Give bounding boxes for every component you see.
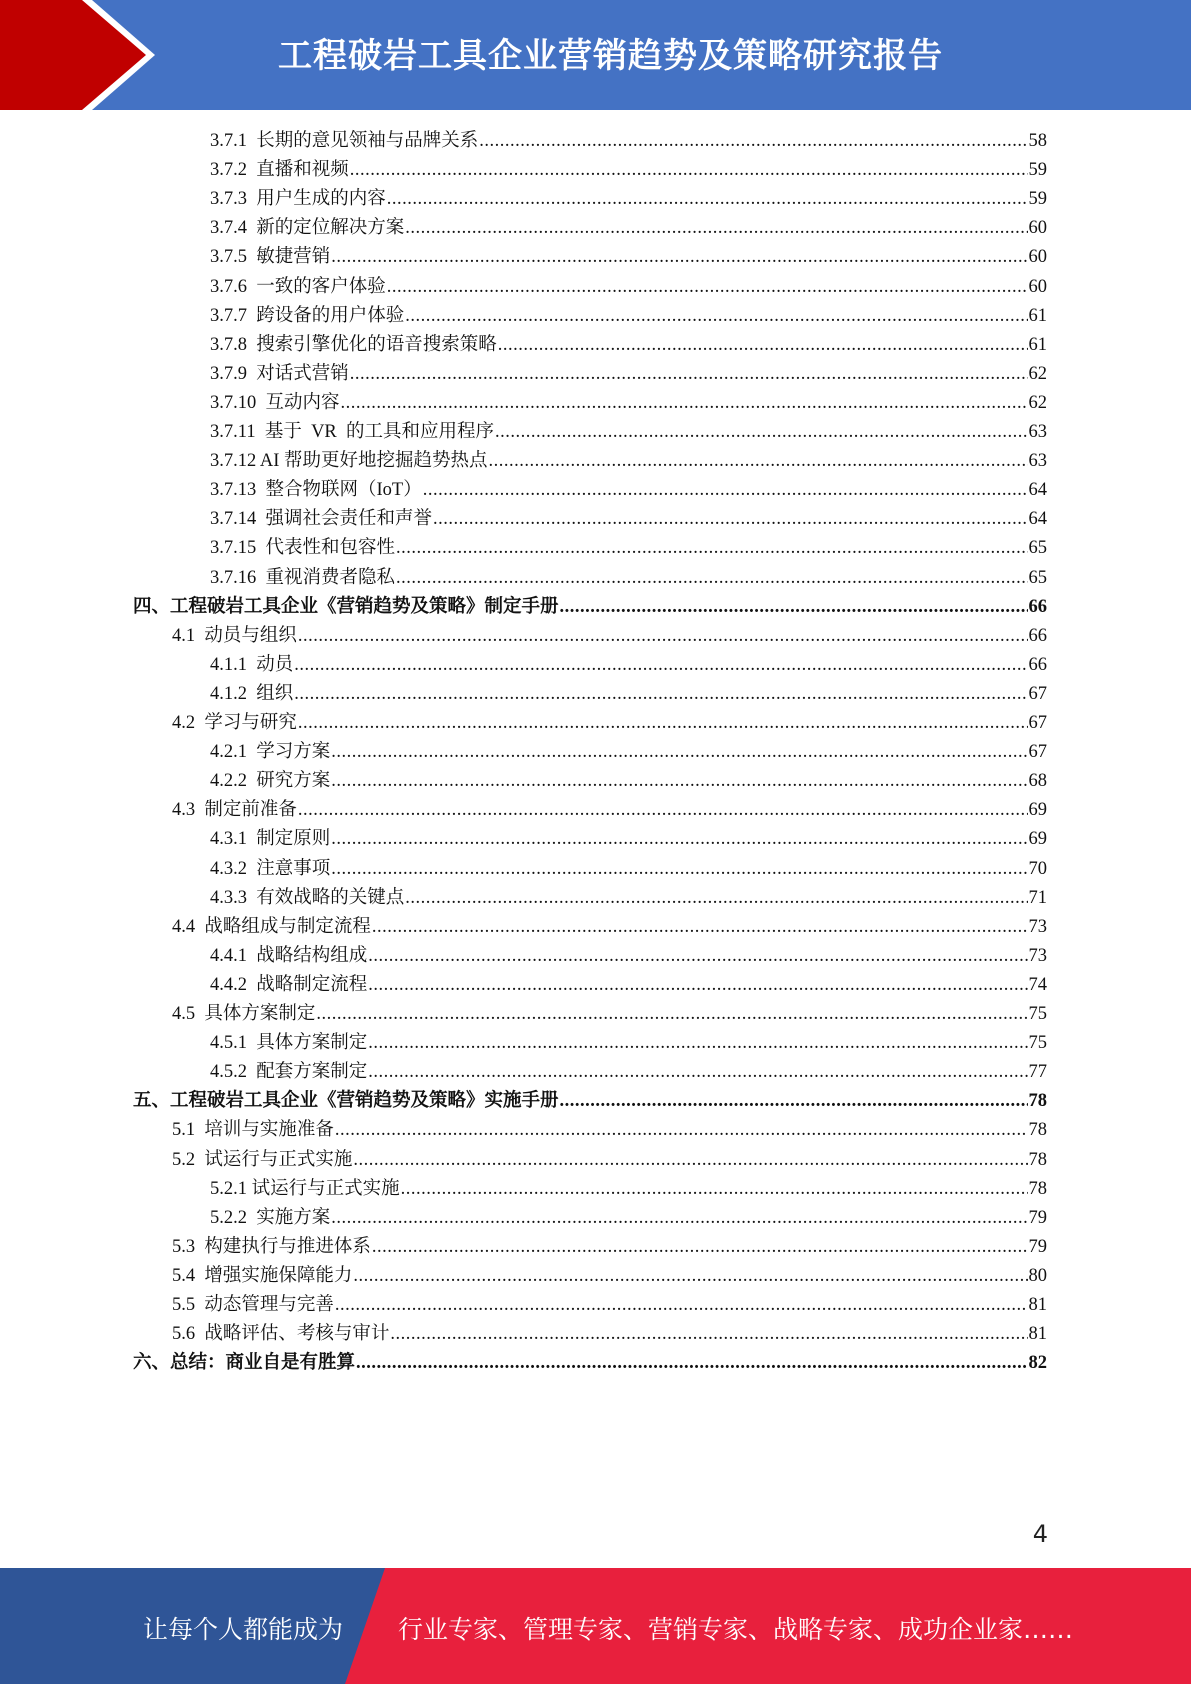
toc-entry-page: 66 <box>1028 625 1047 646</box>
toc-entry[interactable] <box>210 446 1047 477</box>
toc-entry[interactable] <box>172 1261 1047 1292</box>
toc-entry-page: 61 <box>1028 305 1047 326</box>
toc-entry-label: 4.2.1 学习方案 <box>210 742 331 763</box>
footer-banner <box>0 1568 1191 1684</box>
toc-entry[interactable] <box>210 1203 1047 1234</box>
toc-entry-label: 4.3 制定前准备 <box>172 800 297 821</box>
toc-entry-page: 62 <box>1028 392 1047 413</box>
toc-entry[interactable] <box>172 621 1047 652</box>
toc-entry[interactable] <box>210 1057 1047 1088</box>
toc-entry-label: 六、总结：商业自是有胜算 <box>133 1353 356 1374</box>
toc-leader-dots <box>489 446 1028 477</box>
toc-entry[interactable] <box>210 1028 1047 1059</box>
toc-entry[interactable] <box>210 504 1047 535</box>
toc-entry-page: 61 <box>1028 334 1047 355</box>
toc-leader-dots <box>495 417 1027 448</box>
toc-entry[interactable] <box>172 999 1047 1030</box>
toc-entry-page: 75 <box>1028 1004 1047 1024</box>
toc-entry-page: 71 <box>1028 887 1047 908</box>
toc-entry-label: 4.1.1 动员 <box>210 654 294 675</box>
toc-entry-label: 4.3.2 注意事项 <box>210 858 331 879</box>
toc-entry-page: 65 <box>1028 567 1047 588</box>
toc-entry-page: 79 <box>1028 1236 1047 1257</box>
toc-entry-page: 78 <box>1028 1149 1047 1170</box>
toc-entry[interactable] <box>210 388 1047 419</box>
toc-entry[interactable] <box>210 417 1047 448</box>
toc-leader-dots <box>298 708 1028 739</box>
toc-entry[interactable] <box>172 1319 1047 1350</box>
toc-entry-label: 3.7.16 重视消费者隐私 <box>210 567 396 588</box>
toc-leader-dots <box>372 912 1028 943</box>
toc-leader-dots <box>372 1232 1028 1263</box>
toc-entry[interactable] <box>210 737 1047 768</box>
toc-entry-label: 3.7.15 代表性和包容性 <box>210 538 396 559</box>
toc-entry-label: 4.5.1 具体方案制定 <box>210 1033 368 1054</box>
toc-entry[interactable] <box>210 1174 1047 1205</box>
toc-entry-page: 60 <box>1028 247 1047 268</box>
toc-leader-dots <box>405 883 1027 914</box>
toc-leader-dots <box>368 1057 1027 1088</box>
toc-entry-label: 4.2 学习与研究 <box>172 713 297 733</box>
toc-leader-dots <box>387 184 1028 215</box>
toc-leader-dots <box>396 533 1027 564</box>
toc-entry[interactable] <box>210 679 1047 710</box>
toc-entry-page: 69 <box>1028 829 1047 850</box>
toc-entry-label: 4.5 具体方案制定 <box>172 1004 316 1024</box>
toc-entry-label: 3.7.12 AI 帮助更好地挖掘趋势热点 <box>210 451 488 472</box>
toc-entry-label: 3.7.11 基于 VR 的工具和应用程序 <box>210 422 495 442</box>
toc-entry-page: 82 <box>1028 1353 1047 1374</box>
toc-entry-page: 68 <box>1028 771 1047 792</box>
toc-leader-dots <box>353 1261 1027 1292</box>
toc-entry-label: 5.2 试运行与正式实施 <box>172 1149 353 1170</box>
page-number: 4 <box>1032 1520 1048 1548</box>
toc-leader-dots <box>387 272 1028 303</box>
toc-entry-page: 78 <box>1028 1120 1047 1141</box>
toc-entry-page: 64 <box>1028 480 1047 501</box>
toc-leader-dots <box>498 330 1028 361</box>
toc-entry-label: 4.4.1 战略结构组成 <box>210 945 368 966</box>
footer-slogan-right: 行业专家、管理专家、营销专家、战略专家、成功企业家…… <box>398 1615 1074 1644</box>
toc-entry-page: 64 <box>1028 509 1047 530</box>
toc-leader-dots <box>331 737 1027 768</box>
toc-entry-label: 5.1 培训与实施准备 <box>172 1120 334 1141</box>
toc-leader-dots <box>560 592 1028 623</box>
toc-leader-dots <box>331 824 1027 855</box>
toc-entry-page: 77 <box>1028 1062 1047 1083</box>
toc-leader-dots <box>368 1028 1027 1059</box>
toc-leader-dots <box>350 359 1028 390</box>
toc-entry[interactable] <box>210 883 1047 914</box>
toc-leader-dots <box>331 854 1027 885</box>
toc-entry-page: 59 <box>1028 189 1047 210</box>
toc-entry[interactable] <box>210 126 1047 157</box>
toc-entry-label: 5.3 构建执行与推进体系 <box>172 1236 371 1257</box>
toc-leader-dots <box>356 1348 1027 1379</box>
toc-entry-page: 63 <box>1028 422 1047 442</box>
toc-leader-dots <box>405 213 1027 244</box>
toc-entry-label: 5.2.1 试运行与正式实施 <box>210 1178 400 1199</box>
toc-leader-dots <box>479 126 1027 157</box>
toc-entry-label: 4.4.2 战略制定流程 <box>210 974 368 995</box>
toc-entry-page: 60 <box>1028 218 1047 239</box>
toc-leader-dots <box>368 970 1027 1001</box>
toc-leader-dots <box>331 1203 1027 1234</box>
toc-entry-page: 66 <box>1028 596 1047 617</box>
toc-leader-dots <box>335 1115 1028 1146</box>
toc-entry[interactable] <box>172 708 1047 739</box>
toc-entry-label: 4.5.2 配套方案制定 <box>210 1062 368 1083</box>
toc-leader-dots <box>331 766 1027 797</box>
toc-entry[interactable] <box>133 1086 1047 1117</box>
toc-leader-dots <box>316 999 1027 1030</box>
toc-entry[interactable] <box>210 213 1047 244</box>
toc-entry-label: 4.3.3 有效战略的关键点 <box>210 887 405 908</box>
toc-entry-label: 3.7.9 对话式营销 <box>210 363 349 384</box>
toc-entry-page: 81 <box>1028 1324 1047 1345</box>
toc-entry-page: 60 <box>1028 276 1047 297</box>
toc-entry-label: 5.2.2 实施方案 <box>210 1207 331 1228</box>
footer-slogan-left: 让每个人都能成为 <box>143 1615 344 1644</box>
toc-entry[interactable] <box>210 970 1047 1001</box>
toc-entry-label: 四、工程破岩工具企业《营销趋势及策略》制定手册 <box>133 596 559 617</box>
toc-leader-dots <box>560 1086 1028 1117</box>
toc-leader-dots <box>331 242 1027 273</box>
toc-leader-dots <box>298 621 1028 652</box>
toc-entry-page: 62 <box>1028 363 1047 384</box>
toc-entry-page: 65 <box>1028 538 1047 559</box>
toc-leader-dots <box>294 679 1027 710</box>
toc-leader-dots <box>368 941 1027 972</box>
toc-leader-dots <box>405 301 1027 332</box>
toc-entry-page: 67 <box>1028 713 1047 733</box>
toc-entry-label: 3.7.1 长期的意见领袖与品牌关系 <box>210 131 479 151</box>
toc-leader-dots <box>298 795 1028 826</box>
toc-entry[interactable] <box>210 242 1047 273</box>
toc-entry-label: 4.2.2 研究方案 <box>210 771 331 792</box>
toc-leader-dots <box>350 155 1028 186</box>
header-banner <box>0 0 1191 110</box>
toc-leader-dots <box>433 504 1027 535</box>
toc-entry[interactable] <box>210 854 1047 885</box>
toc-entry-label: 5.6 战略评估、考核与审计 <box>172 1324 390 1345</box>
toc-leader-dots <box>396 563 1027 594</box>
toc-entry-label: 4.3.1 制定原则 <box>210 829 331 850</box>
toc-entry-label: 3.7.4 新的定位解决方案 <box>210 218 405 239</box>
toc-entry-label: 5.4 增强实施保障能力 <box>172 1265 353 1286</box>
toc-entry[interactable] <box>210 330 1047 361</box>
toc-entry-label: 3.7.13 整合物联网（IoT） <box>210 480 422 501</box>
toc-entry-label: 4.4 战略组成与制定流程 <box>172 916 371 937</box>
toc-leader-dots <box>294 650 1027 681</box>
toc-entry-page: 67 <box>1028 683 1047 704</box>
toc-entry-page: 59 <box>1028 160 1047 181</box>
toc-entry[interactable] <box>172 1115 1047 1146</box>
toc-entry-page: 70 <box>1028 858 1047 879</box>
toc-entry-page: 79 <box>1028 1207 1047 1228</box>
toc-entry-label: 3.7.8 搜索引擎优化的语音搜索策略 <box>210 334 497 355</box>
toc-entry[interactable] <box>172 912 1047 943</box>
toc-entry-page: 81 <box>1028 1295 1047 1315</box>
toc-entry-label: 3.7.5 敏捷营销 <box>210 247 331 268</box>
toc-entry-page: 78 <box>1028 1091 1047 1112</box>
toc-entry-page: 69 <box>1028 800 1047 821</box>
toc-entry-page: 58 <box>1028 131 1047 151</box>
toc-entry-page: 75 <box>1028 1033 1047 1054</box>
toc-leader-dots <box>353 1145 1027 1176</box>
toc-entry[interactable] <box>210 475 1047 506</box>
toc-leader-dots <box>341 388 1028 419</box>
toc-entry-page: 78 <box>1028 1178 1047 1199</box>
toc-entry[interactable] <box>133 592 1047 623</box>
toc-entry-page: 63 <box>1028 451 1047 472</box>
toc-entry[interactable] <box>210 533 1047 564</box>
toc-entry-label: 3.7.14 强调社会责任和声誉 <box>210 509 433 530</box>
toc-entry[interactable] <box>210 272 1047 303</box>
toc-entry-page: 67 <box>1028 742 1047 763</box>
toc-entry[interactable] <box>210 650 1047 681</box>
toc-entry[interactable] <box>172 1145 1047 1176</box>
toc-entry-label: 3.7.10 互动内容 <box>210 392 340 413</box>
toc-entry-label: 3.7.2 直播和视频 <box>210 160 349 181</box>
toc-leader-dots <box>335 1290 1028 1321</box>
toc-entry[interactable] <box>210 359 1047 390</box>
toc-entry-label: 3.7.6 一致的客户体验 <box>210 276 386 297</box>
toc-entry[interactable] <box>210 824 1047 855</box>
toc-entry-label: 4.1 动员与组织 <box>172 625 297 646</box>
toc-entry-label: 3.7.7 跨设备的用户体验 <box>210 305 405 326</box>
toc-entry-page: 66 <box>1028 654 1047 675</box>
toc-entry-page: 73 <box>1028 945 1047 966</box>
toc-entry-label: 4.1.2 组织 <box>210 683 294 704</box>
toc-entry[interactable] <box>210 155 1047 186</box>
report-title: 工程破岩工具企业营销趋势及策略研究报告 <box>278 36 943 76</box>
toc-entry-label: 5.5 动态管理与完善 <box>172 1295 334 1315</box>
toc-entry[interactable] <box>172 1232 1047 1263</box>
toc-entry[interactable] <box>133 1348 1047 1379</box>
toc-entry-page: 73 <box>1028 916 1047 937</box>
toc-entry[interactable] <box>210 184 1047 215</box>
toc-entry[interactable] <box>210 563 1047 594</box>
toc-entry-label: 五、工程破岩工具企业《营销趋势及策略》实施手册 <box>133 1091 559 1112</box>
toc-leader-dots <box>390 1319 1027 1350</box>
toc-entry-page: 74 <box>1028 974 1047 995</box>
toc-leader-dots <box>423 475 1028 506</box>
toc-entry[interactable] <box>210 941 1047 972</box>
toc-leader-dots <box>401 1174 1028 1205</box>
toc-entry[interactable] <box>172 795 1047 826</box>
toc-entry[interactable] <box>210 301 1047 332</box>
toc-entry[interactable] <box>172 1290 1047 1321</box>
toc-entry[interactable] <box>210 766 1047 797</box>
toc-entry-label: 3.7.3 用户生成的内容 <box>210 189 386 210</box>
toc-entry-page: 80 <box>1028 1265 1047 1286</box>
